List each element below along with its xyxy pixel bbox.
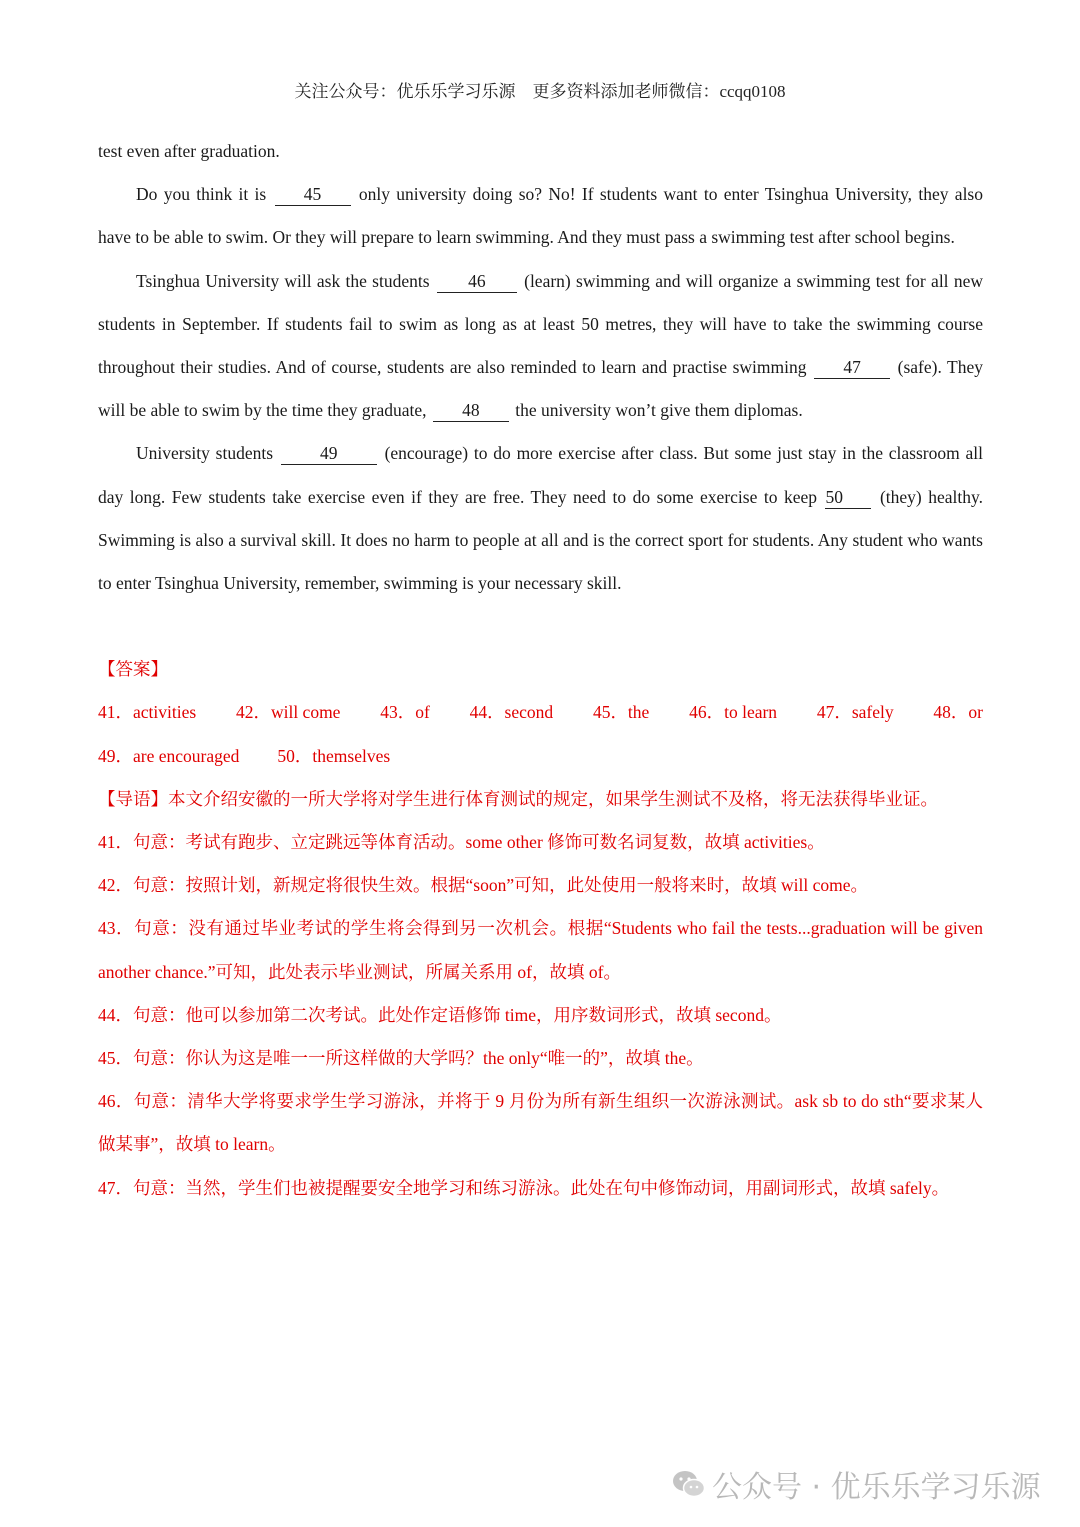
- passage-paragraph-1: test even after graduation.: [98, 141, 280, 161]
- explanation-44: 44．句意：他可以参加第二次考试。此处作定语修饰 time，用序数词形式，故填 second。: [98, 1004, 782, 1025]
- passage-paragraph-3: Tsinghua University will ask the students 46 (learn) swimming and will organize a swimming test for all new students in September. If students fail to swim as long as at least 50 metres, they will have to take the swimming course throughout their studies. And of course, students are also reminded to learn and practise swimming 47 (safe). They will be able to swim by the time they graduate, 48 the university won’t give them diplomas.: [98, 270, 984, 421]
- answer-row-2: [98, 735, 983, 778]
- blank-48: 48: [433, 399, 509, 422]
- blank-47: 47: [814, 356, 890, 379]
- passage-paragraph-4: University students 49 (encourage) to do more exercise after class. But some just stay in the classroom all day long. Few students take exercise even if they are free. They need to do some exercise to keep 50 (they) healthy. Swimming is also a survival skill. It does no harm to people at all and is the correct sport for students. Any student who wants to enter Tsinghua University, remember, swimming is your necessary skill.: [98, 443, 983, 594]
- explanation-42: 42．句意：按照计划，新规定将很快生效。根据“soon”可知，此处使用一般将来时，故填 will come。: [98, 875, 868, 896]
- answer-42: 42．will come: [235, 702, 341, 723]
- answer-47: 47．safely: [816, 702, 894, 723]
- blank-46: 46: [437, 270, 517, 293]
- explanation-41: 41．句意：考试有跑步、立定跳远等体育活动。some other 修饰可数名词复数，故填 activities。: [98, 832, 825, 853]
- answer-49: 49．are encouraged: [98, 745, 240, 766]
- explanation-45: 45．句意：你认为这是唯一一所这样做的大学吗？the only“唯一的”，故填 the。: [98, 1048, 704, 1069]
- answer-title: 【答案】: [98, 659, 168, 680]
- blank-45: 45: [275, 183, 351, 206]
- answer-50: 50．themselves: [277, 745, 391, 766]
- page-header: 关注公众号：优乐乐学习乐源 更多资料添加老师微信：ccqq0108: [294, 82, 786, 101]
- explanation-46: 46．句意：清华大学将要求学生学习游泳，并将于 9 月份为所有新生组织一次游泳测试。ask sb to do sth“要求某人做某事”，故填 to learn。: [98, 1091, 983, 1155]
- explanation-43: 43．句意：没有通过毕业考试的学生将会得到另一次机会。根据“Students who fail the tests...graduation will be given another chance.”可知，此处表示毕业测试，所属关系用 of，故填 of。: [98, 918, 983, 982]
- watermark-text: 公众号 · 优乐乐学习乐源: [712, 1470, 1041, 1505]
- document-body: [98, 130, 983, 1210]
- answer-45: 45．the: [592, 702, 650, 723]
- answer-43: 43．of: [380, 702, 430, 723]
- guide-paragraph: 【导语】本文介绍安徽的一所大学将对学生进行体育测试的规定，如果学生测试不及格，将无法获得毕业证。: [98, 788, 938, 809]
- answer-41: 41．activities: [98, 702, 197, 723]
- answer-48: 48．or: [933, 702, 983, 723]
- blank-50: 50: [825, 486, 871, 509]
- passage-paragraph-2: Do you think it is 45 only university doing so? No! If students want to enter Tsinghua University, they also have to be able to swim. Or they will prepare to learn swimming. And they must pass a swimming test after school begins.: [98, 184, 983, 248]
- wechat-icon: [672, 1469, 706, 1499]
- answer-row-1: [98, 691, 983, 734]
- explanation-47: 47．句意：当然，学生们也被提醒要安全地学习和练习游泳。此处在句中修饰动词，用副词形式，故填 safely。: [98, 1177, 950, 1198]
- wechat-watermark: [672, 1462, 1041, 1506]
- answer-44: 44．second: [469, 702, 554, 723]
- answer-46: 46．to learn: [689, 702, 778, 723]
- blank-49: 49: [281, 442, 377, 465]
